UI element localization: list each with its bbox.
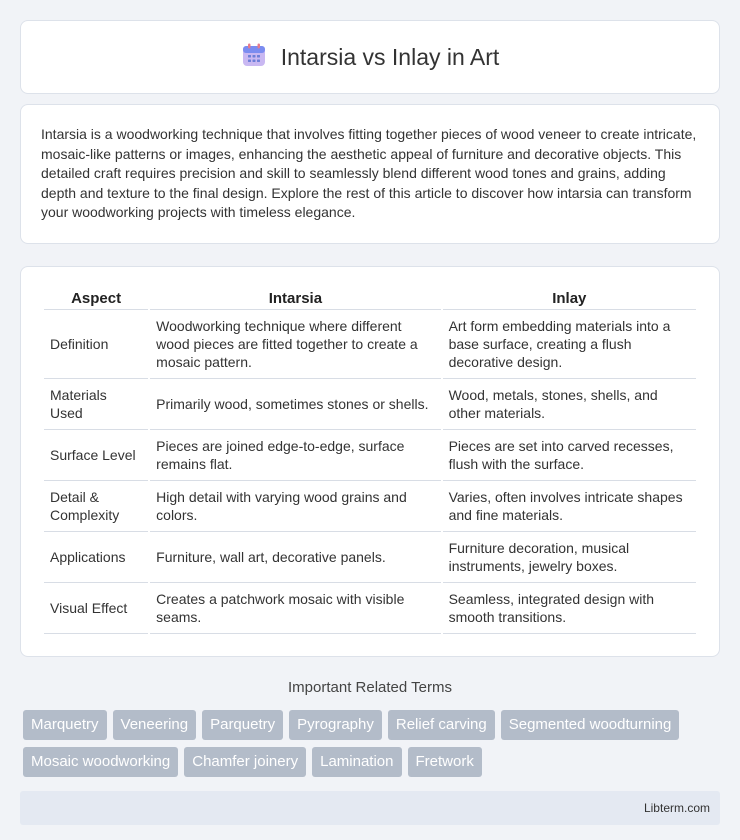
cell-aspect: Applications [44, 532, 148, 583]
cell-aspect: Definition [44, 310, 148, 379]
table-row [44, 532, 696, 583]
header-intarsia: Intarsia [150, 287, 440, 310]
cell-inlay: Furniture decoration, musical instruments, jewelry boxes. [443, 532, 696, 583]
header-card [20, 20, 720, 94]
tag-lamination[interactable]: Lamination [312, 747, 401, 777]
footer [20, 791, 720, 825]
cell-intarsia: Primarily wood, sometimes stones or shells. [150, 379, 440, 430]
cell-intarsia: Pieces are joined edge-to-edge, surface remains flat. [150, 430, 440, 481]
tag-parquetry[interactable]: Parquetry [202, 710, 283, 740]
tag-pyrography[interactable]: Pyrography [289, 710, 382, 740]
tag-mosaic-woodworking[interactable]: Mosaic woodworking [23, 747, 178, 777]
tag-marquetry[interactable]: Marquetry [23, 710, 107, 740]
cell-inlay: Seamless, integrated design with smooth transitions. [443, 583, 696, 634]
tag-veneering[interactable]: Veneering [113, 710, 197, 740]
header-inlay: Inlay [443, 287, 696, 310]
cell-intarsia: Furniture, wall art, decorative panels. [150, 532, 440, 583]
header-aspect: Aspect [44, 287, 148, 310]
table-row [44, 430, 696, 481]
cell-intarsia: High detail with varying wood grains and colors. [150, 481, 440, 532]
cell-aspect: Detail & Complexity [44, 481, 148, 532]
calendar-icon [241, 42, 267, 73]
footer-site-link[interactable]: Libterm.com [643, 800, 710, 815]
comparison-table [42, 287, 698, 634]
intro-text: Intarsia is a woodworking technique that involves fitting together pieces of wood veneer to create intricate, mosaic-like patterns or images, enhancing the aesthetic appeal of furniture and decorative objects. This detailed craft requires precision and skill to seamlessly blend different wood tones and grains, adding depth and texture to the final design. Explore the rest of this article to discover how intarsia can transform your woodworking projects with timeless elegance. [41, 126, 697, 221]
tag-fretwork[interactable]: Fretwork [408, 747, 482, 777]
table-row [44, 481, 696, 532]
tag-chamfer-joinery[interactable]: Chamfer joinery [184, 747, 306, 777]
cell-inlay: Art form embedding materials into a base surface, creating a flush decorative design. [443, 310, 696, 379]
related-terms-title: Important Related Terms [288, 678, 452, 696]
cell-intarsia: Woodworking technique where different wood pieces are fitted together to create a mosaic pattern. [150, 310, 440, 379]
related-terms-list [20, 710, 720, 777]
page-title: Intarsia vs Inlay in Art [280, 43, 500, 70]
table-row [44, 310, 696, 379]
intro-card [20, 104, 720, 244]
comparison-table-card [20, 266, 720, 657]
cell-aspect: Surface Level [44, 430, 148, 481]
cell-inlay: Varies, often involves intricate shapes and fine materials. [443, 481, 696, 532]
cell-inlay: Wood, metals, stones, shells, and other materials. [443, 379, 696, 430]
cell-aspect: Materials Used [44, 379, 148, 430]
table-row [44, 379, 696, 430]
tag-relief-carving[interactable]: Relief carving [388, 710, 495, 740]
cell-intarsia: Creates a patchwork mosaic with visible seams. [150, 583, 440, 634]
tag-segmented-woodturning[interactable]: Segmented woodturning [501, 710, 680, 740]
table-header-row [44, 287, 696, 310]
table-row [44, 583, 696, 634]
cell-inlay: Pieces are set into carved recesses, flush with the surface. [443, 430, 696, 481]
cell-aspect: Visual Effect [44, 583, 148, 634]
